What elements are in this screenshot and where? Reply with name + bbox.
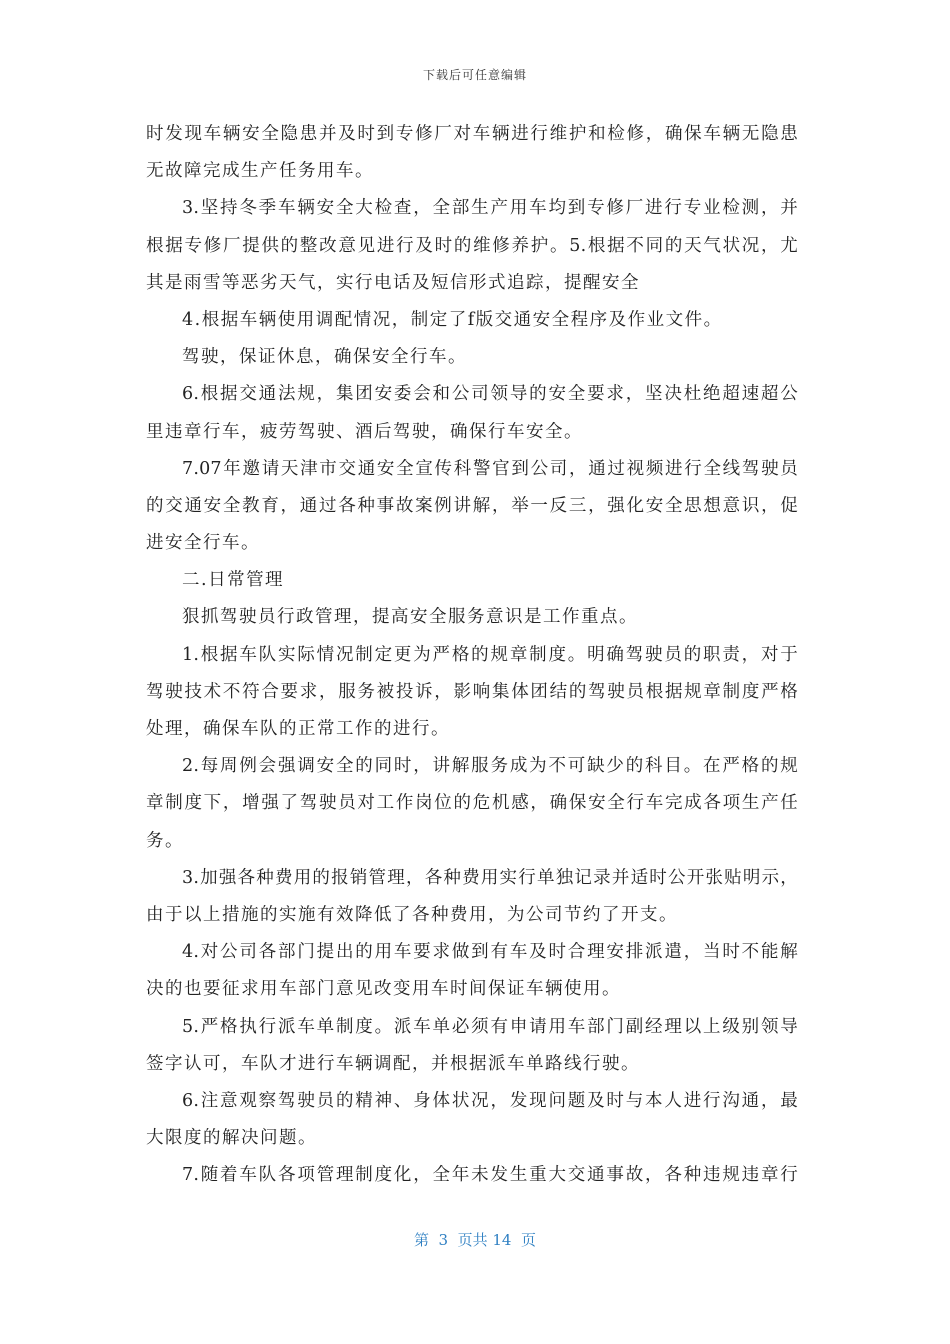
page-header: 下载后可任意编辑: [422, 68, 527, 82]
paragraph-line: 3.加强各种费用的报销管理，各种费用实行单独记录并适时公开张贴明示，: [182, 867, 798, 888]
paragraph-line: 2.每周例会强调安全的同时，讲解服务成为不可缺少的科目。在严格的规: [182, 756, 798, 777]
paragraph-line: 处理，确保车队的正常工作的进行。: [146, 719, 450, 739]
paragraph-line: 里违章行车，疲劳驾驶、酒后驾驶，确保行车安全。: [146, 421, 583, 442]
paragraph-line: 根据专修厂提供的整改意见进行及时的维修养护。5.根据不同的天气状况，尤: [146, 235, 798, 256]
document-body: [146, 116, 798, 1194]
paragraph-line: 6.注意观察驾驶员的精神、身体状况，发现问题及时与本人进行沟通，最: [182, 1090, 798, 1111]
paragraph-line: 4.对公司各部门提出的用车要求做到有车及时合理安排派遣，当时不能解: [182, 942, 798, 963]
paragraph-line: 务。: [146, 830, 184, 851]
page-number-footer: 第 3 页共 14 页: [413, 1231, 536, 1249]
paragraph-line: 7.07年邀请天津市交通安全宣传科警官到公司，通过视频进行全线驾驶员: [182, 458, 798, 479]
paragraph-line: 狠抓驾驶员行政管理，提高安全服务意识是工作重点。: [182, 607, 638, 628]
paragraph-line: 3.坚持冬季车辆安全大检查，全部生产用车均到专修厂进行专业检测，并: [182, 198, 798, 219]
paragraph-line: 章制度下，增强了驾驶员对工作岗位的危机感，确保安全行车完成各项生产任: [146, 793, 798, 814]
paragraph-line: 决的也要征求用车部门意见改变用车时间保证车辆使用。: [146, 979, 621, 1000]
paragraph-line: 7.随着车队各项管理制度化，全年未发生重大交通事故，各种违规违章行: [182, 1165, 798, 1186]
paragraph-line: 时发现车辆安全隐患并及时到专修厂对车辆进行维护和检修，确保车辆无隐患: [146, 124, 798, 144]
paragraph-line: 无故障完成生产任务用车。: [146, 161, 374, 182]
paragraph-line: 驾驶技术不符合要求，服务被投诉，影响集体团结的驾驶员根据规章制度严格: [146, 681, 798, 702]
paragraph-line: 的交通安全教育，通过各种事故案例讲解，举一反三，强化安全思想意识，促: [146, 495, 798, 516]
paragraph-line: 4.根据车辆使用调配情况，制定了f版交通安全程序及作业文件。: [182, 309, 723, 330]
paragraph-line: 大限度的解决问题。: [146, 1128, 317, 1149]
paragraph-line: 6.根据交通法规，集团安委会和公司领导的安全要求，坚决杜绝超速超公: [182, 384, 798, 405]
paragraph-line: 5.严格执行派车单制度。派车单必须有申请用车部门副经理以上级别领导: [182, 1016, 798, 1037]
paragraph-line: 1.根据车队实际情况制定更为严格的规章制度。明确驾驶员的职责，对于: [182, 644, 798, 665]
paragraph-line: 签字认可，车队才进行车辆调配，并根据派车单路线行驶。: [146, 1053, 640, 1074]
paragraph-line: 进安全行车。: [146, 533, 260, 554]
section-heading: 二.日常管理: [182, 570, 285, 591]
paragraph-line: 其是雨雪等恶劣天气，实行电话及短信形式追踪，提醒安全: [146, 272, 640, 293]
paragraph-line: 由于以上措施的实施有效降低了各种费用，为公司节约了开支。: [146, 904, 678, 925]
paragraph-line: 驾驶，保证休息，确保安全行车。: [182, 347, 467, 368]
